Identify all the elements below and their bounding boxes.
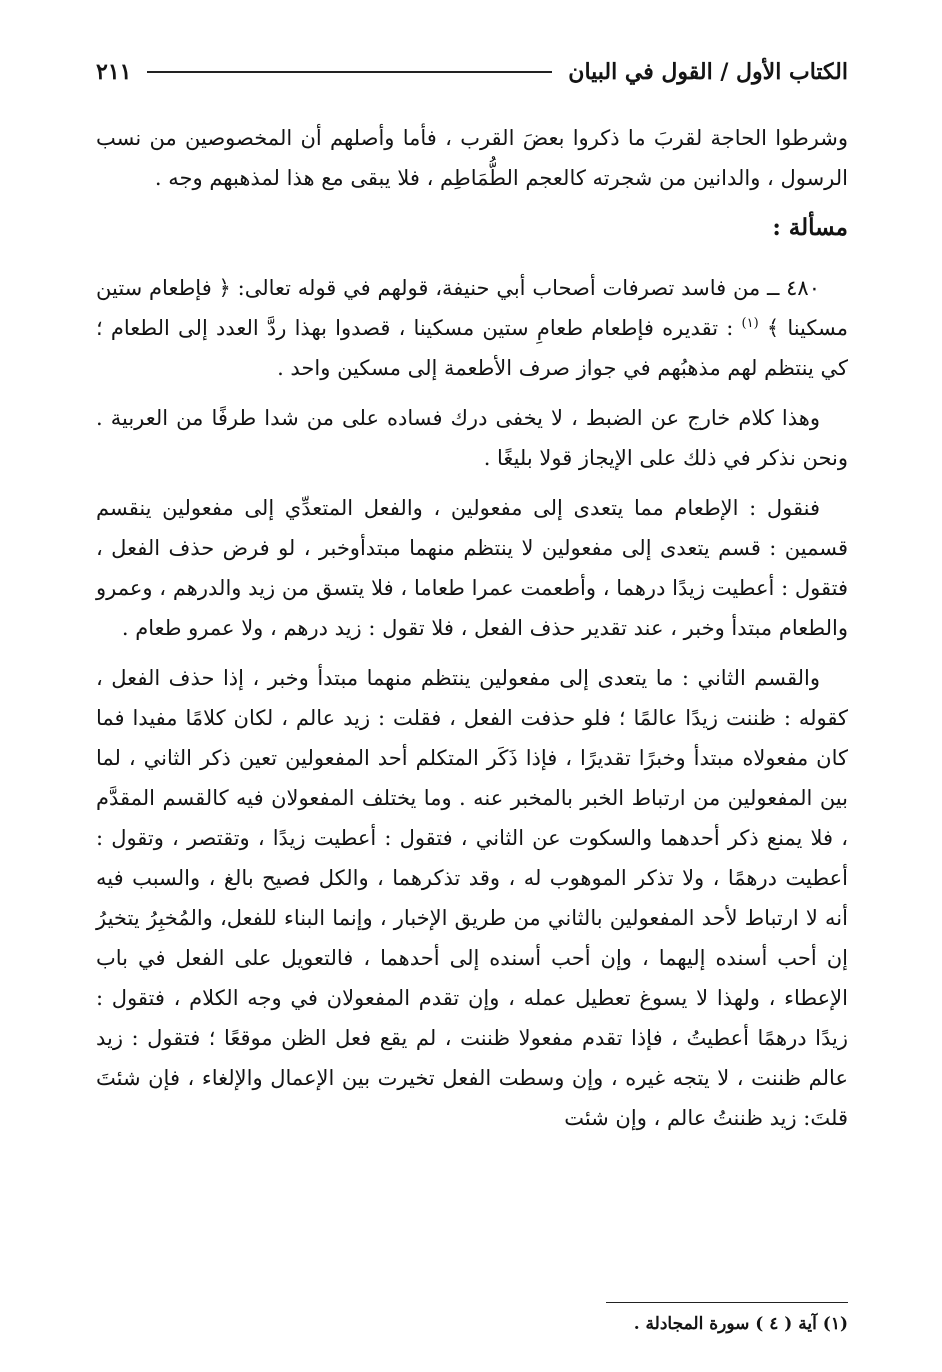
paragraph-2-text: ٤٨٠ ــ من فاسد تصرفات أصحاب أبي حنيفة، قولهم في قوله تعالى: ﴿ فإطعام ستين مسكينا ﴾ <box>96 276 848 340</box>
footnote-ref[interactable]: (١) <box>741 316 759 331</box>
header-rule <box>147 71 552 73</box>
footnote-rule <box>606 1302 848 1303</box>
paragraph-2 <box>96 268 848 388</box>
paragraph-1: وشرطوا الحاجة لقربَ ما ذكروا بعضَ القرب ، فأما وأصلهم أن المخصوصين من نسب الرسول ، والدانين من شجرته كالعجم الطُّمَاطِم ، فلا يبقى مع هذا لمذهبهم وجه . <box>96 126 848 190</box>
page-header <box>96 52 848 92</box>
section-heading: مسألة : <box>772 214 848 241</box>
paragraph-2-rest: : تقديره فإطعام طعامِ ستين مسكينا ، قصدوا بهذا ردَّ العدد إلى الطعام ؛ كي ينتظم لهم مذهبُهم في جواز صرف الأطعمة إلى مسكين واحد . <box>96 316 848 380</box>
paragraph-3: وهذا كلام خارج عن الضبط ، لا يخفى درك فساده على من شدا طرفًا من العربية . ونحن نذكر في ذلك على الإيجاز قولا بليغًا . <box>96 406 848 470</box>
footnote: (١) آية ( ٤ ) سورة المجادلة . <box>633 1314 848 1334</box>
paragraph-5: والقسم الثاني : ما يتعدى إلى مفعولين ينتظم منهما مبتدأ وخبر ، إذا حذف الفعل ، كقوله : ظننت زيدًا عالمًا ؛ فلو حذفت الفعل ، فقلت : زيد عالم ، لكان كلامًا مفيدا فما كان مفعولاه مبتدأ وخبرًا تقديرًا ، فإذا ذَكَر المتكلم أحد المفعولين تعين ذكر الثاني ، لما بين المفعولين من ارتباط الخبر بالمخبر عنه . وما يختلف المفعولان فيه كالقسم المقدَّم ، فلا يمنع ذكر أحدهما والسكوت عن الثاني ، فتقول : أعطيت زيدًا ، وتقتصر ، وتقول : أعطيت درهمًا ، ولا تذكر الموهوب له ، وقد تذكرهما ، والكل فصيح بالغ ، والسبب فيه أنه لا ارتباط لأحد المفعولين بالثاني من طريق الإخبار ، وإنما البناء للفعل، والمُخبِرُ يتخيرُ إن أحب أسنده إليهما ، وإن أحب أسنده إلى أحدهما ، فالتعويل على الفعل في باب الإعطاء ، ولهذا لا يسوغ تعطيل عمله ، وإن تقدم المفعولان في وجه الكلام ، فتقول : زيدًا درهمًا أعطيتُ ، فإذا تقدم مفعولا ظننت ، لم يقع فعل الظن موقعًا ؛ فتقول : زيد عالم ظننت ، لا يتجه غيره ، وإن وسطت الفعل تخيرت بين الإعمال والإلغاء ، فإن شئتَ قلتَ: زيد ظننتُ عالم ، وإن شئت <box>96 666 848 1130</box>
page-number: ٢١١ <box>96 59 132 85</box>
page-body <box>96 118 848 1148</box>
paragraph-4: فنقول : الإطعام مما يتعدى إلى مفعولين ، والفعل المتعدِّي إلى مفعولين ينقسم قسمين : قسم يتعدى إلى مفعولين لا ينتظم منهما مبتدأوخبر ، لو فرض حذف الفعل ، فتقول : أعطيت زيدًا درهما ، وأطعمت عمرا طعاما ، فلا يتسق من زيد والدرهم ، وعمرو والطعام مبتدأ وخبر ، عند تقدير حذف الفعل ، فلا تقول : زيد درهم ، ولا عمرو طعام . <box>96 496 848 640</box>
running-title: الكتاب الأول / القول في البيان <box>568 59 848 85</box>
